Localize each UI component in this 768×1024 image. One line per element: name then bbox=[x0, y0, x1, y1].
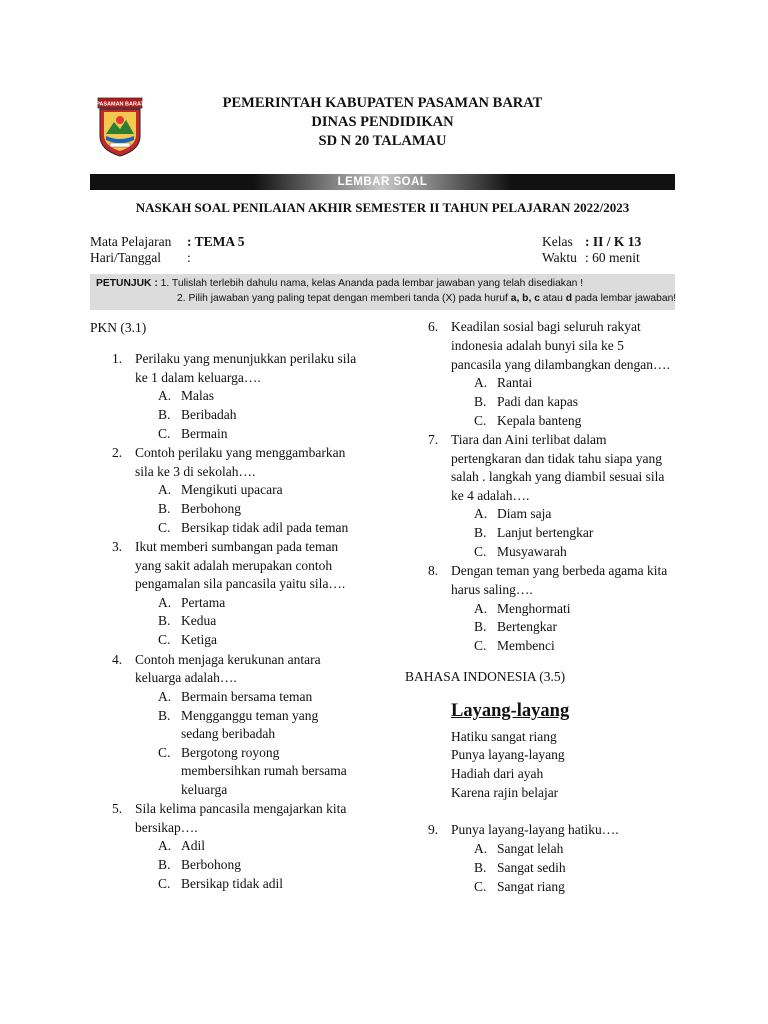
q4-c-option-3: keluarga bbox=[181, 782, 228, 797]
section-bahasa-indonesia: BAHASA INDONESIA (3.5) bbox=[405, 669, 566, 684]
q8-b-option: Bertengkar bbox=[497, 619, 557, 634]
q5-a-letter: A. bbox=[158, 838, 172, 853]
q5-b-letter: B. bbox=[158, 857, 171, 872]
q3-text-2: yang sakit adalah merupakan contoh bbox=[135, 558, 333, 573]
date-value: : bbox=[187, 250, 191, 265]
q1-c-letter: C. bbox=[158, 426, 171, 441]
q4-b-option-1: Mengganggu teman yang bbox=[181, 708, 319, 723]
q4-b-option-2: sedang beribadah bbox=[181, 726, 276, 741]
q6-text-2: indonesia adalah bunyi sila ke 5 bbox=[451, 338, 624, 353]
q5-number: 5. bbox=[112, 801, 123, 816]
q3-a-letter: A. bbox=[158, 595, 172, 610]
q3-a-option: Pertama bbox=[181, 595, 226, 610]
instruction-1-text: 1. Tulislah terlebih dahulu nama, kelas Ananda pada lembar jawaban yang telah disediakan ! bbox=[160, 278, 584, 289]
q7-text-2: pertengkaran dan tidak tahu siapa yang bbox=[451, 451, 663, 466]
q7-c-option: Musyawarah bbox=[497, 544, 567, 559]
poem-line-3: Hadiah dari ayah bbox=[451, 766, 544, 781]
section-pkn: PKN (3.1) bbox=[90, 320, 147, 335]
header-government: PEMERINTAH KABUPATEN PASAMAN BARAT bbox=[222, 95, 543, 111]
q7-text-3: salah . langkah yang diambil sesuai sila bbox=[451, 469, 665, 484]
q1-b-letter: B. bbox=[158, 407, 171, 422]
q9-a-letter: A. bbox=[474, 841, 488, 856]
q2-a-option: Mengikuti upacara bbox=[181, 482, 283, 497]
q6-number: 6. bbox=[428, 319, 439, 334]
q9-text-1: Punya layang-layang hatiku…. bbox=[451, 822, 619, 837]
subject-value: : TEMA 5 bbox=[187, 234, 245, 249]
q9-c-letter: C. bbox=[474, 879, 487, 894]
q4-c-letter: C. bbox=[158, 745, 171, 760]
q2-c-letter: C. bbox=[158, 520, 171, 535]
q5-c-option: Bersikap tidak adil bbox=[181, 876, 283, 891]
q1-number: 1. bbox=[112, 351, 123, 366]
q9-c-option: Sangat riang bbox=[497, 879, 565, 894]
q6-text-1: Keadilan sosial bagi seluruh rakyat bbox=[451, 319, 641, 334]
q3-b-letter: B. bbox=[158, 613, 171, 628]
q8-a-letter: A. bbox=[474, 601, 488, 616]
class-label: Kelas bbox=[542, 234, 573, 249]
q7-a-option: Diam saja bbox=[497, 506, 552, 521]
q1-text-2: ke 1 dalam keluarga…. bbox=[135, 370, 261, 385]
q4-a-letter: A. bbox=[158, 689, 172, 704]
header-school: SD N 20 TALAMAU bbox=[318, 133, 447, 149]
instructions-label: PETUNJUK : bbox=[96, 278, 158, 289]
q4-text-1: Contoh menjaga kerukunan antara bbox=[135, 652, 321, 667]
q7-a-letter: A. bbox=[474, 506, 488, 521]
q6-c-option: Kepala banteng bbox=[497, 413, 582, 428]
poem-line-4: Karena rajin belajar bbox=[451, 785, 559, 800]
q5-b-option: Berbohong bbox=[181, 857, 241, 872]
q5-c-letter: C. bbox=[158, 876, 171, 891]
q4-a-option: Bermain bersama teman bbox=[181, 689, 313, 704]
q2-b-letter: B. bbox=[158, 501, 171, 516]
q4-number: 4. bbox=[112, 652, 123, 667]
poem-line-1: Hatiku sangat riang bbox=[451, 729, 557, 744]
q3-text-1: Ikut memberi sumbangan pada teman bbox=[135, 539, 339, 554]
exam-title: NASKAH SOAL PENILAIAN AKHIR SEMESTER II TAHUN PELAJARAN 2022/2023 bbox=[135, 200, 630, 215]
instruction-2-post: pada lembar jawaban! bbox=[571, 293, 677, 304]
q6-b-letter: B. bbox=[474, 394, 487, 409]
banner-text: LEMBAR SOAL bbox=[337, 176, 428, 188]
date-label: Hari/Tanggal bbox=[90, 250, 162, 265]
instruction-2-letter-d: d bbox=[565, 293, 572, 304]
q8-text-2: harus saling…. bbox=[451, 582, 533, 597]
q7-number: 7. bbox=[428, 432, 439, 447]
q6-c-letter: C. bbox=[474, 413, 487, 428]
q9-a-option: Sangat lelah bbox=[497, 841, 564, 856]
q2-number: 2. bbox=[112, 445, 123, 460]
time-label: Waktu bbox=[542, 250, 577, 265]
q2-text-1: Contoh perilaku yang menggambarkan bbox=[135, 445, 346, 460]
poem-title: Layang-layang bbox=[451, 701, 570, 721]
q1-b-option: Beribadah bbox=[181, 407, 237, 422]
q1-c-option: Bermain bbox=[181, 426, 228, 441]
instruction-2-mid: atau bbox=[539, 293, 566, 304]
q5-text-1: Sila kelima pancasila mengajarkan kita bbox=[135, 801, 347, 816]
q9-b-option: Sangat sedih bbox=[497, 860, 566, 875]
q2-a-letter: A. bbox=[158, 482, 172, 497]
q2-b-option: Berbohong bbox=[181, 501, 241, 516]
q8-c-option: Membenci bbox=[497, 638, 555, 653]
q9-b-letter: B. bbox=[474, 860, 487, 875]
q9-number: 9. bbox=[428, 822, 439, 837]
instruction-2-pre: 2. Pilih jawaban yang paling tepat dengan memberi tanda (X) pada huruf bbox=[177, 293, 511, 304]
q3-text-3: pengamalan sila pancasila yaitu sila…. bbox=[135, 576, 346, 591]
q4-b-letter: B. bbox=[158, 708, 171, 723]
poem-line-2: Punya layang-layang bbox=[451, 747, 565, 762]
q1-a-letter: A. bbox=[158, 388, 172, 403]
q7-b-letter: B. bbox=[474, 525, 487, 540]
q7-text-4: ke 4 adalah…. bbox=[451, 488, 530, 503]
q5-text-2: bersikap…. bbox=[135, 820, 198, 835]
instruction-2-letters: a, b, c bbox=[510, 293, 540, 304]
q3-c-option: Ketiga bbox=[181, 632, 217, 647]
q4-c-option-2: membersihkan rumah bersama bbox=[181, 763, 347, 778]
q3-c-letter: C. bbox=[158, 632, 171, 647]
q4-text-2: keluarga adalah…. bbox=[135, 670, 237, 685]
q6-text-3: pancasila yang dilambangkan dengan…. bbox=[451, 357, 670, 372]
q5-a-option: Adil bbox=[181, 838, 206, 853]
subject-label: Mata Pelajaran bbox=[90, 234, 172, 249]
q6-a-letter: A. bbox=[474, 375, 488, 390]
q4-c-option-1: Bergotong royong bbox=[181, 745, 280, 760]
q7-c-letter: C. bbox=[474, 544, 487, 559]
q6-b-option: Padi dan kapas bbox=[497, 394, 578, 409]
q6-a-option: Rantai bbox=[497, 375, 533, 390]
header-department: DINAS PENDIDIKAN bbox=[311, 114, 454, 130]
q3-number: 3. bbox=[112, 539, 123, 554]
logo-text: PASAMAN BARAT bbox=[96, 101, 144, 108]
q8-c-letter: C. bbox=[474, 638, 487, 653]
q7-b-option: Lanjut bertengkar bbox=[497, 525, 594, 540]
q8-text-1: Dengan teman yang berbeda agama kita bbox=[451, 563, 668, 578]
q7-text-1: Tiara dan Aini terlibat dalam bbox=[451, 432, 607, 447]
q8-a-option: Menghormati bbox=[497, 601, 571, 616]
q1-a-option: Malas bbox=[181, 388, 214, 403]
class-value: : II / K 13 bbox=[585, 234, 642, 249]
q8-number: 8. bbox=[428, 563, 439, 578]
q2-c-option: Bersikap tidak adil pada teman bbox=[181, 520, 349, 535]
q2-text-2: sila ke 3 di sekolah…. bbox=[135, 464, 256, 479]
q1-text-1: Perilaku yang menunjukkan perilaku sila bbox=[135, 351, 357, 366]
q3-b-option: Kedua bbox=[181, 613, 217, 628]
q8-b-letter: B. bbox=[474, 619, 487, 634]
time-value: : 60 menit bbox=[585, 250, 640, 265]
